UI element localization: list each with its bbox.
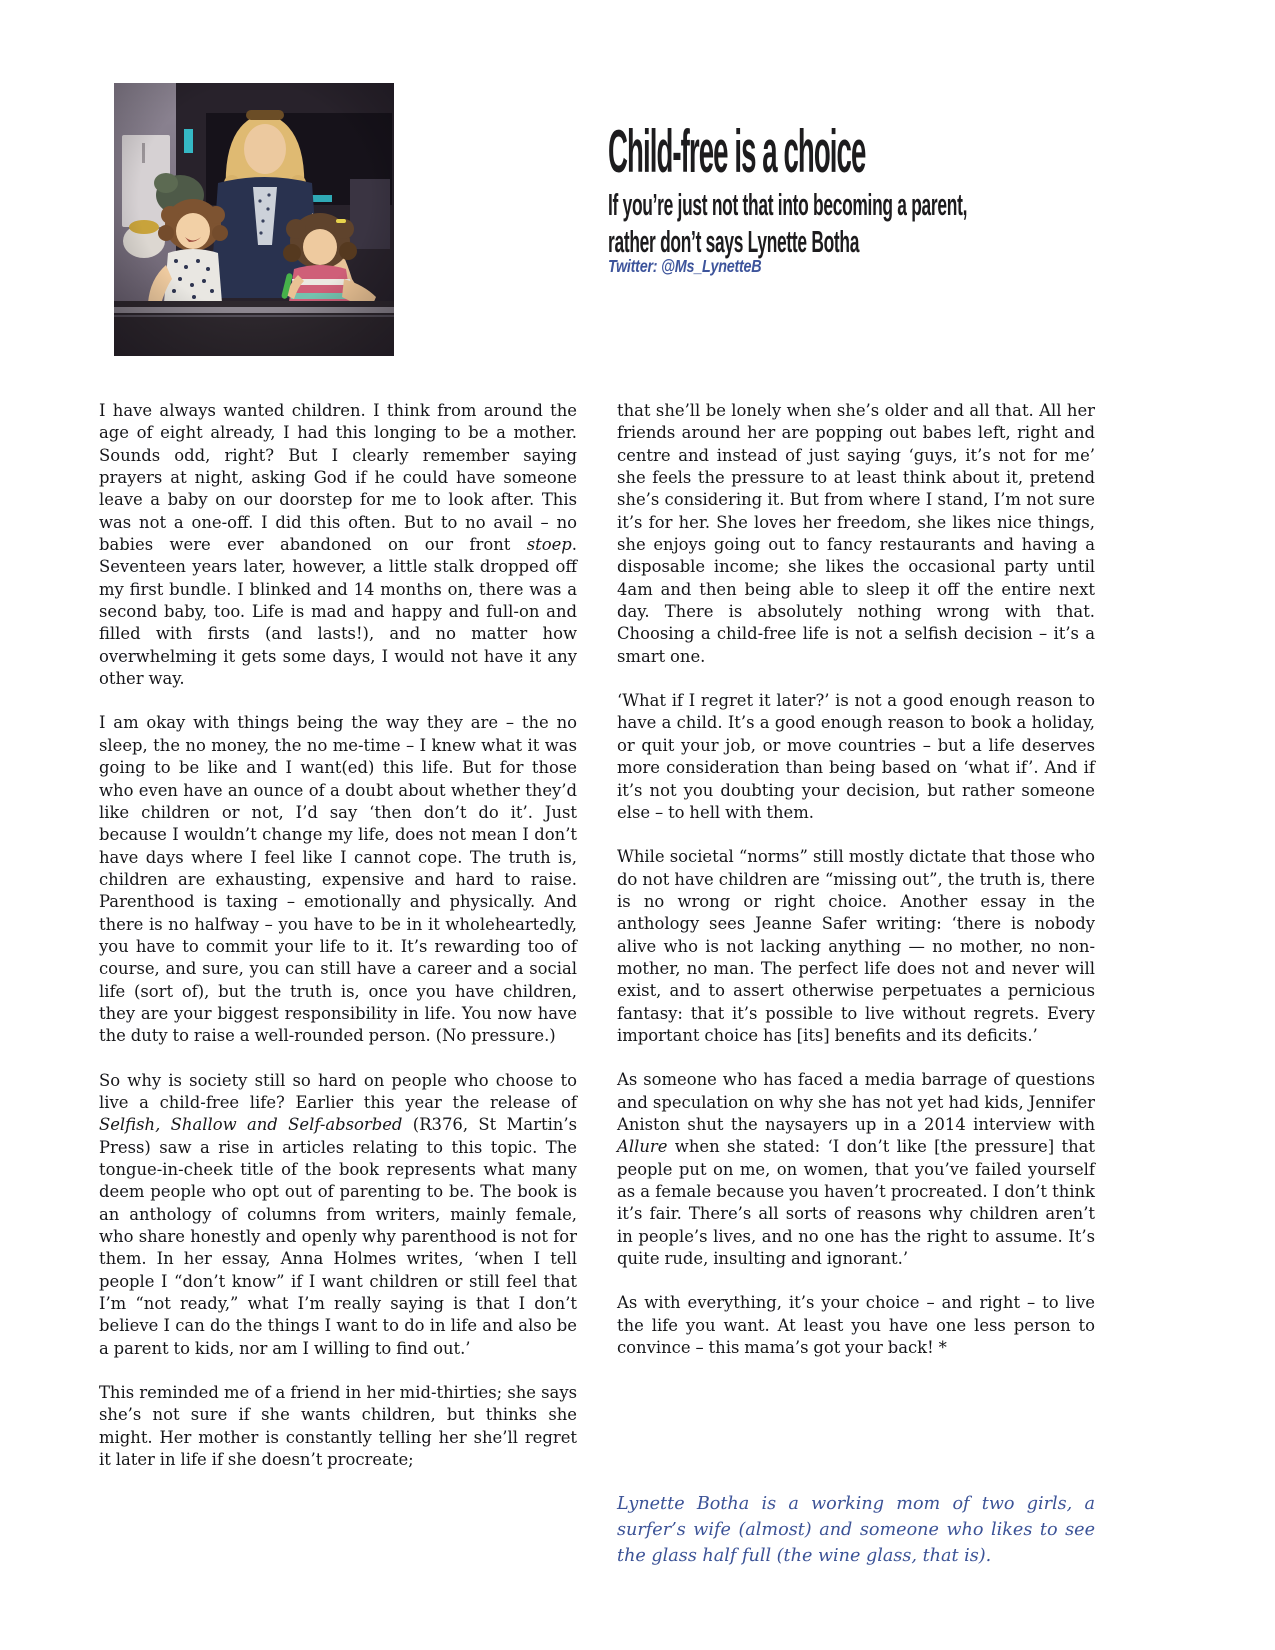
author-bio: Lynette Botha is a working mom of two girls, a surfer’s wife (almost) and someone who likes to see the glass half full (the wine glass, that is). [617,1494,1095,1566]
paragraph: This reminded me of a friend in her mid-thirties; she says she’s not sure if she wants children, but thinks she might. Her mother is constantly telling her she’ll regret it later in life if she doesn’t procreate; [99,1383,577,1470]
article-title: Child-free is a choice [608,118,866,185]
paragraph: ‘What if I regret it later?’ is not a good enough reason to have a child. It’s a good enough reason to book a holiday, or quit your job, or move countries – but a life deserves more consideration than being based on ‘what if’. And if it’s not you doubting your decision, but rather someone else – to hell with them. [617,691,1095,822]
paragraph: So why is society still so hard on people who choose to live a child-free life? Earlier this year the release of Selfish, Shallow and Self-absorbed (R376, St Martin’s Press) saw a rise in articles relating to this topic. The tongue-in-cheek title of the book represents what many deem people who opt out of parenting to be. The book is an anthology of columns from writers, mainly female, who share honestly and openly why parenthood is not for them. In her essay, Anna Holmes writes, ‘when I tell people I “don’t know” if I want children or still feel that I’m “not ready,” what I’m really saying is that I don’t believe I can do the things I want to do in life and also be a parent to kids, nor am I willing to find out.’ [99,1070,577,1358]
twitter-handle: Twitter: @Ms_LynetteB [608,256,762,276]
article-column-1 [99,400,577,1471]
paragraph: that she’ll be lonely when she’s older and all that. All her friends around her are popping out babes left, right and centre and instead of just saying ‘guys, it’s not for me’ she feels the pressure to at least think about it, pretend she’s considering it. But from where I stand, I’m not sure it’s for her. She loves her freedom, she likes nice things, she enjoys going out to fancy restaurants and having a disposable income; she likes the occasional party until 4am and then being able to sleep it off the entire next day. There is absolutely nothing wrong with that. Choosing a child-free life is not a selfish decision – it’s a smart one. [617,401,1095,666]
paragraph: While societal “norms” still mostly dictate that those who do not have children are “missing out”, the truth is, there is no wrong or right choice. Another essay in the anthology sees Jeanne Safer writing: ‘there is nobody alive who is not lacking anything — no mother, no non-mother, no man. The perfect life does not and never will exist, and to assert otherwise perpetuates a pernicious fantasy: that it’s possible to live without regrets. Every important choice has [its] benefits and its deficits.’ [617,847,1095,1045]
photo-illustration [114,83,394,356]
article-column-2 [617,400,1095,1359]
article-photo [114,83,394,356]
article-subtitle: If you’re just not that into becoming a parent, rather don’t says Lynette Botha [608,187,968,260]
paragraph: As someone who has faced a media barrage of questions and speculation on why she has not yet had kids, Jennifer Aniston shut the naysayers up in a 2014 interview with Allure when she stated: ‘I don’t like [the pressure] that people put on me, on women, that you’ve failed yourself as a female because you haven’t procreated. I don’t think it’s fair. There’s all sorts of reasons why children aren’t in people’s lives, and no one has the right to assume. It’s quite rude, insulting and ignorant.’ [617,1070,1095,1269]
paragraph: I am okay with things being the way they are – the no sleep, the no money, the no me-time – I knew what it was going to be like and I want(ed) this life. But for those who even have an ounce of a doubt about whether they’d like children or not, I’d say ‘then don’t do it’. Just because I wouldn’t change my life, does not mean I don’t have days where I feel like I cannot cope. The truth is, children are exhausting, expensive and hard to raise. Parenthood is taxing – emotionally and physically. And there is no halfway – you have to be in it wholeheartedly, you have to commit your life to it. It’s rewarding too of course, and sure, you can still have a career and a social life (sort of), but the truth is, once you have children, they are your biggest responsibility in life. You now have the duty to raise a well-rounded person. (No pressure.) [99,713,577,1046]
paragraph: As with everything, it’s your choice – and right – to live the life you want. At least you have one less person to convince – this mama’s got your back! * [617,1293,1095,1358]
paragraph: I have always wanted children. I think from around the age of eight already, I had this longing to be a mother. Sounds odd, right? But I clearly remember saying prayers at night, asking God if he could have someone leave a baby on our doorstep for me to look after. This was not a one-off. I did this often. But to no avail – no babies were ever abandoned on our front stoep. Seventeen years later, however, a little stalk dropped off my first bundle. I blinked and 14 months on, there was a second baby, too. Life is mad and happy and full-on and filled with firsts (and lasts!), and no matter how overwhelming it gets some days, I would not have it any other way. [99,401,577,689]
